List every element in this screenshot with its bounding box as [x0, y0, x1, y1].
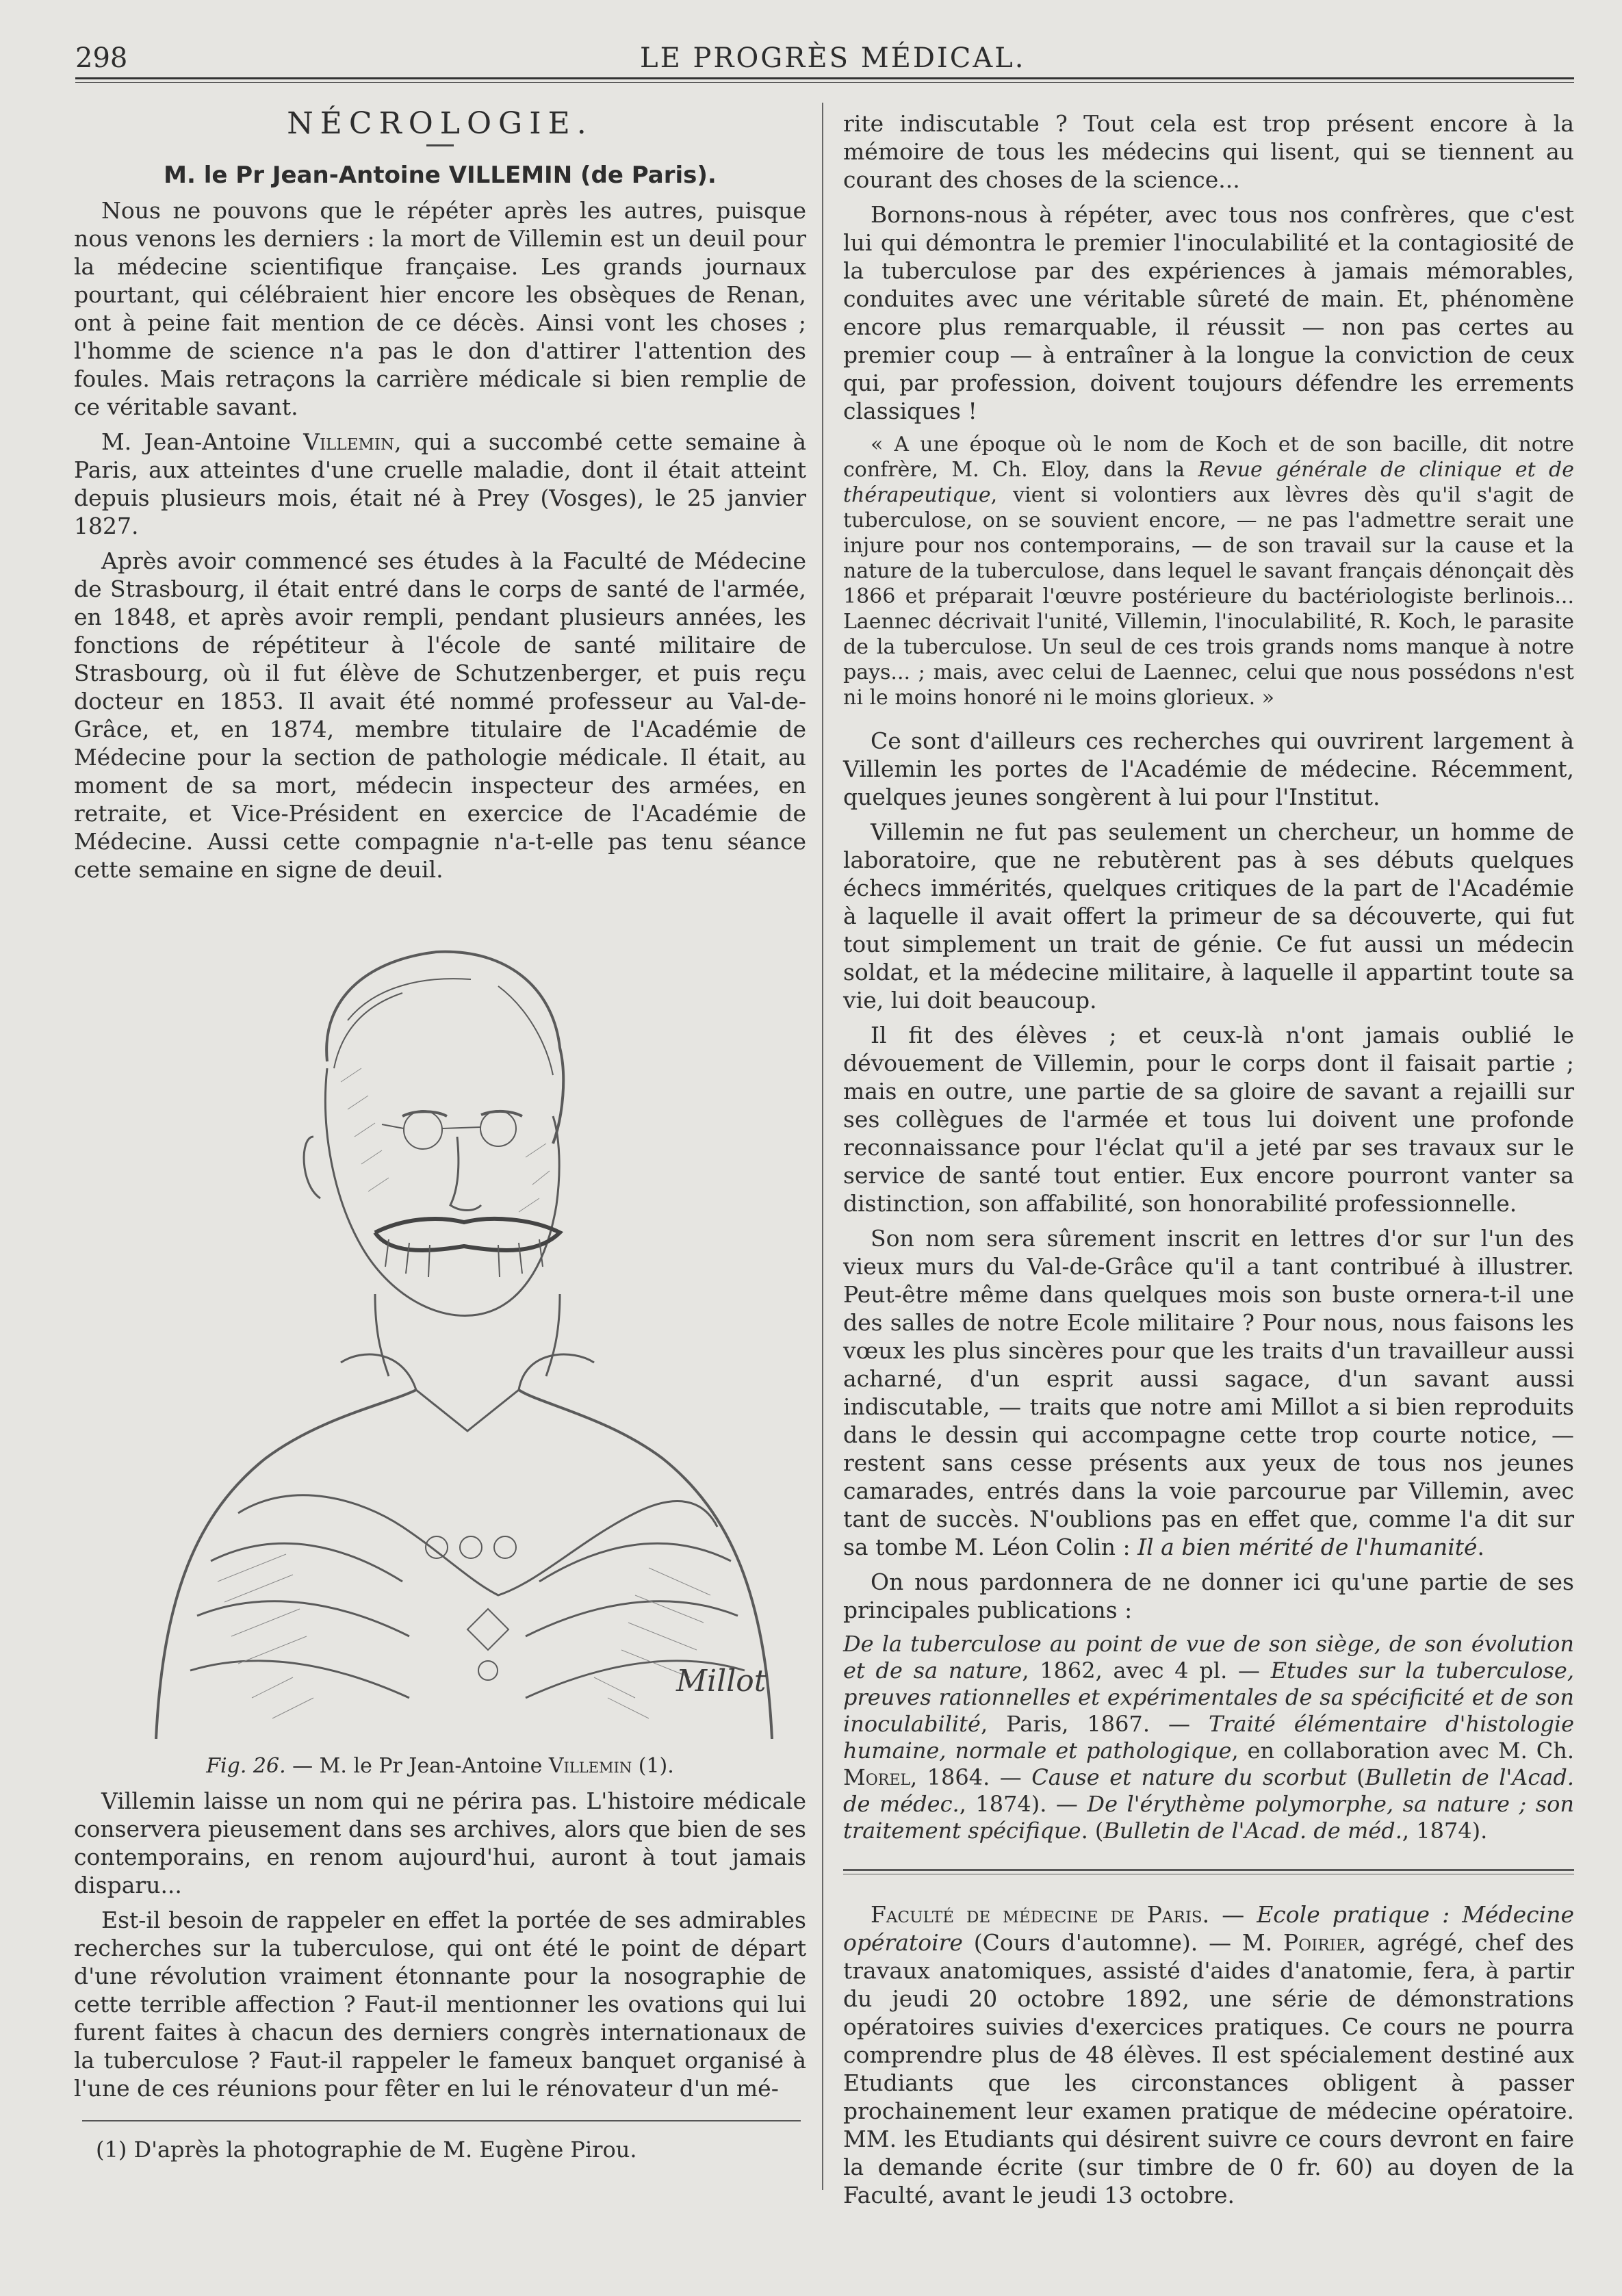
quotation: « A une époque où le nom de Koch et de son bacille, dit notre confrère, M. Ch. Eloy, dans la Revue générale de clinique et de thérapeutique, vient si volontiers aux lèvres dès qu'il s'agit de tuberculose, on se souvient encore, — ne pas l'admettre serait une injure pour nos contemporains, — de son travail sur la cause et la nature de la tuberculose, dans lequel le savant français dénonçait dès 1866 et préparait l'œuvre postérieure du bactériologiste berlinois... Laennec décrivait l'unité, Villemin, l'inoculabilité, R. Koch, le parasite de la tuberculose. Un seul de ces trois grands noms manque à notre pays... ; mais, avec celui de Laennec, celui que nous possédons n'est ni le moins honoré ni le moins glorieux. » [843, 433, 1574, 710]
right-column [843, 109, 1574, 2216]
left-column [74, 106, 806, 2109]
paragraph: On nous pardonnera de ne donner ici qu'une partie de ses principales publications : [843, 1569, 1574, 1623]
figure-caption: Fig. 26. — M. le Pr Jean-Antoine Villemin (1). [206, 1754, 674, 1778]
paragraph: Est-il besoin de rappeler en effet la portée de ses admirables recherches sur la tuberculose, qui ont été le point de départ d'une révolution vraiment étonnante pour la nosographie de cette terrible affection ? Faut-il mentionner les ovations qui lui furent faites à chacun des derniers congrès internationaux de la tuberculose ? Faut-il rappeler le fameux banquet organisé à l'une de ces réunions pour fêter en lui le rénovateur d'un mé- [74, 1907, 806, 2102]
paragraph: Nous ne pouvons que le répéter après les autres, puisque nous venons les derniers : la mort de Villemin est un deuil pour la médecine scientifique française. Les grands journaux pourtant, qui célébraient hier encore les obsèques de Renan, ont à peine fait mention de ce décès. Ainsi vont les choses ; l'homme de science n'a pas le don d'attirer l'attention des foules. Mais retraçons la carrière médicale si bien remplie de ce véritable savant. [74, 197, 806, 420]
engraver-signature: Millot [676, 1664, 767, 1699]
section-rule [843, 1869, 1574, 1874]
title-ornament [426, 144, 454, 146]
paragraph: Après avoir commencé ses études à la Faculté de Médecine de Strasbourg, il était entré dans le corps de santé de l'armée, en 1848, et après avoir rempli, pendant plusieurs années, les fonctions de répétiteur à l'école de santé militaire de Strasbourg, où il fut élève de Schutzenberger, et puis reçu docteur en 1853. Il avait été nommé professeur au Val-de-Grâce, et, en 1874, membre titulaire de l'Académie de Médecine pour la section de pathologie médicale. Il était, au moment de sa mort, médecin inspecteur des armées, en retraite, et Vice-Président en exercice de l'Académie de Médecine. Aussi cette compagnie n'a-t-elle pas tenu séance cette semaine en signe de deuil. [74, 547, 806, 883]
bibliography: De la tuberculose au point de vue de son siège, de son évolution et de sa nature, 1862, avec 4 pl. — Etudes sur la tuberculose, preuves rationnelles et expérimentales de sa spécificité et de son inoculabilité, Paris, 1867. — Traité élémentaire d'histologie humaine, normale et pathologique, en collaboration avec M. Ch. Morel, 1864. — Cause et nature du scorbut (Bulletin de l'Acad. de médec., 1874). — De l'érythème polymorphe, sa nature ; son traitement spécifique. (Bulletin de l'Acad. de méd., 1874). [843, 1631, 1575, 1844]
portrait-engraving [115, 911, 799, 1739]
obituary-heading: M. le Pr Jean-Antoine VILLEMIN (de Paris). [164, 162, 717, 189]
paragraph: Villemin ne fut pas seulement un chercheur, un homme de laboratoire, que ne rebutèrent pas à ses débuts quelques échecs immérités, quelques critiques de la part de l'Académie à laquelle il avait offert la primeur de sa découverte, qui fut tout simplement un trait de génie. Ce fut aussi un médecin soldat, et la médecine militaire, à laquelle il appartint toute sa vie, lui doit beaucoup. [843, 818, 1574, 1014]
faculty-notice: Faculté de médecine de Paris. — Ecole pratique : Médecine opératoire (Cours d'automne). — M. Poirier, agrégé, chef des travaux anatomiques, assisté d'aides d'anatomie, fera, à partir du jeudi 20 octobre 1892, une série de démonstrations opératoires suivies d'exercices pratiques. Ce cours ne pourra comprendre plus de 48 élèves. Il est spécialement destiné aux Etudiants que les circonstances obligent à passer prochainement leur examen pratique de médecine opératoire. MM. les Etudiants qui désirent suivre ce cours devront en faire la demande écrite (sur timbre de 0 fr. 60) au doyen de la Faculté, avant le jeudi 13 octobre. [843, 1901, 1574, 2208]
paragraph: M. Jean-Antoine Villemin, qui a succombé cette semaine à Paris, aux atteintes d'une cruelle maladie, dont il était atteint depuis plusieurs mois, était né à Prey (Vosges), le 25 janvier 1827. [74, 428, 806, 539]
header-rule [75, 77, 1574, 83]
paragraph: rite indiscutable ? Tout cela est trop présent encore à la mémoire de tous les médecins qui lisent, qui se tiennent au courant des choses de la science... [843, 110, 1574, 193]
paragraph: Bornons-nous à répéter, avec tous nos confrères, que c'est lui qui démontra le premier l'inoculabilité et la contagiosité de la tuberculose par des expériences à jamais mémorables, conduites avec une véritable sûreté de main. Et, phénomène encore plus remarquable, il réussit — non pas certes au premier coup — à entraîner à la longue la conviction de ceux qui, par profession, doivent toujours défendre les errements classiques ! [843, 201, 1574, 424]
section-title: NÉCROLOGIE. [287, 106, 593, 141]
page-number: 298 [75, 42, 128, 74]
paragraph: Villemin laisse un nom qui ne périra pas. L'histoire médicale conservera pieusement dans ses archives, alors que bien de ses contemporains, en renom aujourd'hui, auront à tout jamais disparu... [74, 1788, 806, 1898]
paragraph: Ce sont d'ailleurs ces recherches qui ouvrirent largement à Villemin les portes de l'Académie de médecine. Récemment, quelques jeunes songèrent à lui pour l'Institut. [843, 727, 1574, 810]
journal-title: LE PROGRÈS MÉDICAL. [640, 42, 1026, 74]
paragraph: Son nom sera sûrement inscrit en lettres d'or sur l'un des vieux murs du Val-de-Grâce qu'il a tant contribué à illustrer. Peut-être même dans quelques mois son buste ornera-t-il une des salles de notre Ecole militaire ? Pour nous, nous faisons les vœux les plus sincères pour que les traits d'un travailleur aussi acharné, d'un esprit aussi sagace, d'un savant aussi indiscutable, — traits que notre ami Millot a si bien reproduits dans le dessin qui accompagne cette trop courte notice, — restent sans cesse présents aux yeux de tous nos jeunes camarades, entrés dans la voie parcourue par Villemin, avec tant de succès. N'oublions pas en effet que, comme l'a dit sur sa tombe M. Léon Colin : Il a bien mérité de l'humanité. [843, 1225, 1574, 1560]
footnote-rule [82, 2120, 801, 2121]
footnote: (1) D'après la photographie de M. Eugène Pirou. [96, 2137, 637, 2163]
paragraph: Il fit des élèves ; et ceux-là n'ont jamais oublié le dévouement de Villemin, pour le corps dont il faisait partie ; mais en outre, une partie de sa gloire de savant a rejailli sur ses collègues de l'armée et tous lui doivent une profonde reconnaissance pour l'éclat qu'il a jeté par ses travaux sur le service de santé tout entier. Eux encore pourront vanter sa distinction, son affabilité, son honorabilité professionnelle. [843, 1022, 1574, 1217]
column-divider [822, 103, 823, 2190]
